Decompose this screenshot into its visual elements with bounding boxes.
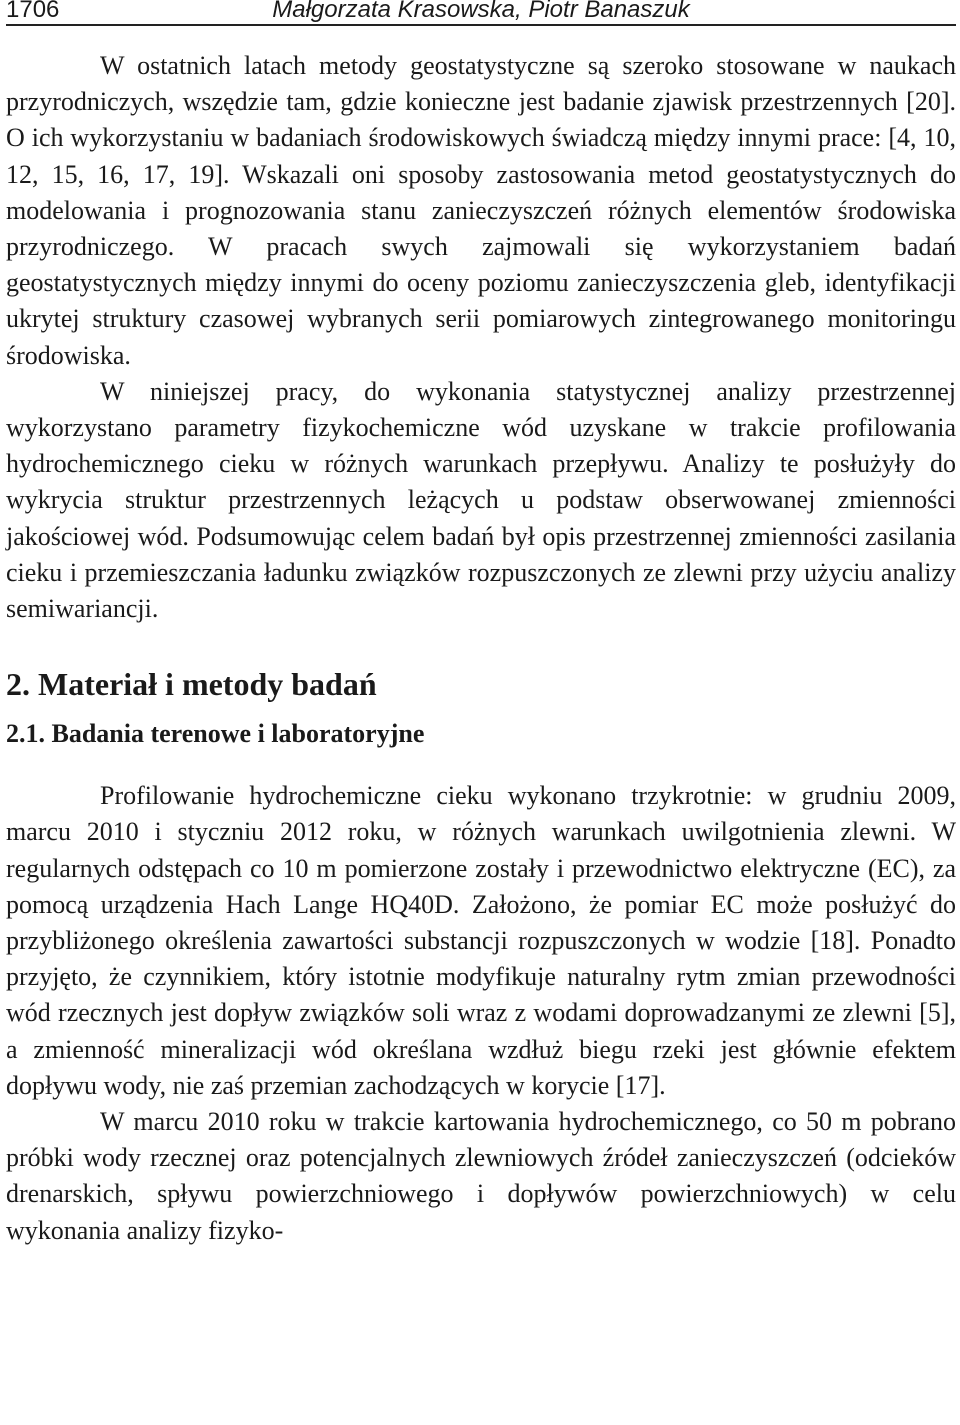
intro-paragraph: W niniejszej pracy, do wykonania statystycznej analizy przestrzennej wykorzystano parametry fizykochemiczne wód uzyskane w trakcie profilowania hydrochemicznego cieku w różnych warunkach przepływu. Analizy te posłużyły do wykrycia struktur przestrzennych leżących u podstaw obserwowanej zmienności jakościowej wód. Podsumowując celem badań był opis przestrzennej zmienności zasilania cieku i przemieszczania ładunku związków rozpuszczonych ze zlewni przy użyciu analizy semiwariancji. (6, 376, 956, 624)
page-number: 1706 (6, 0, 60, 23)
section-paragraph: Profilowanie hydrochemiczne cieku wykonano trzykrotnie: w grudniu 2009, marcu 2010 i styczniu 2012 roku, w różnych warunkach uwilgotnienia zlewni. W regularnych odstępach co 10 m pomierzone zostały i przewodnictwo elektryczne (EC), za pomocą urządzenia Hach Lange HQ40D. Założono, że pomiar EC może posłużyć do przybliżonego określenia zawartości substancji rozpuszczonych w wodzie [18]. Ponadto przyjęto, że czynnikiem, który istotnie modyfikuje naturalny rytm zmian przewodności wód rzecznych jest dopływ związków soli wraz z wodami doprowadzanymi ze zlewni [5], a zmienność mineralizacji wód określana wzdłuż biegu rzeki jest głównie efektem dopływu wody, nie zaś przemian zachodzących w korycie [17]. (6, 781, 956, 1100)
subsection-heading: 2.1. Badania terenowe i laboratoryjne (6, 719, 425, 749)
body-text (6, 48, 956, 1249)
intro-paragraph: W ostatnich latach metody geostatystyczne są szeroko stosowane w naukach przyrodniczych, wszędzie tam, gdzie konieczne jest badanie zjawisk przestrzennych [20]. O ich wykorzystaniu w badaniach środowiskowych świadczą między innymi prace: [4, 10, 12, 15, 16, 17, 19]. Wskazali oni sposoby zastosowania metod geostatystycznych do modelowania i prognozowania stanu zanieczyszczeń różnych elementów środowiska przyrodniczego. W pracach swych zajmowali się wykorzystaniem badań geostatystycznych między innymi do oceny poziomu zanieczyszczenia gleb, identyfikacji ukrytej struktury czasowej wybranych serii pomiarowych zintegrowanego monitoringu środowiska. (6, 51, 956, 370)
running-title-authors: Małgorzata Krasowska, Piotr Banaszuk (272, 0, 690, 23)
document-page (6, 0, 956, 1425)
section-paragraph: W marcu 2010 roku w trakcie kartowania hydrochemicznego, co 50 m pobrano próbki wody rzecznej oraz potencjalnych zlewniowych źródeł zanieczyszczeń (odcieków drenarskich, spływu powierzchniowego i dopływów powierzchniowych) w celu wykonania analizy fizyko- (6, 1107, 956, 1245)
running-header (6, 0, 956, 26)
section-heading: 2. Materiał i metody badań (6, 666, 377, 703)
